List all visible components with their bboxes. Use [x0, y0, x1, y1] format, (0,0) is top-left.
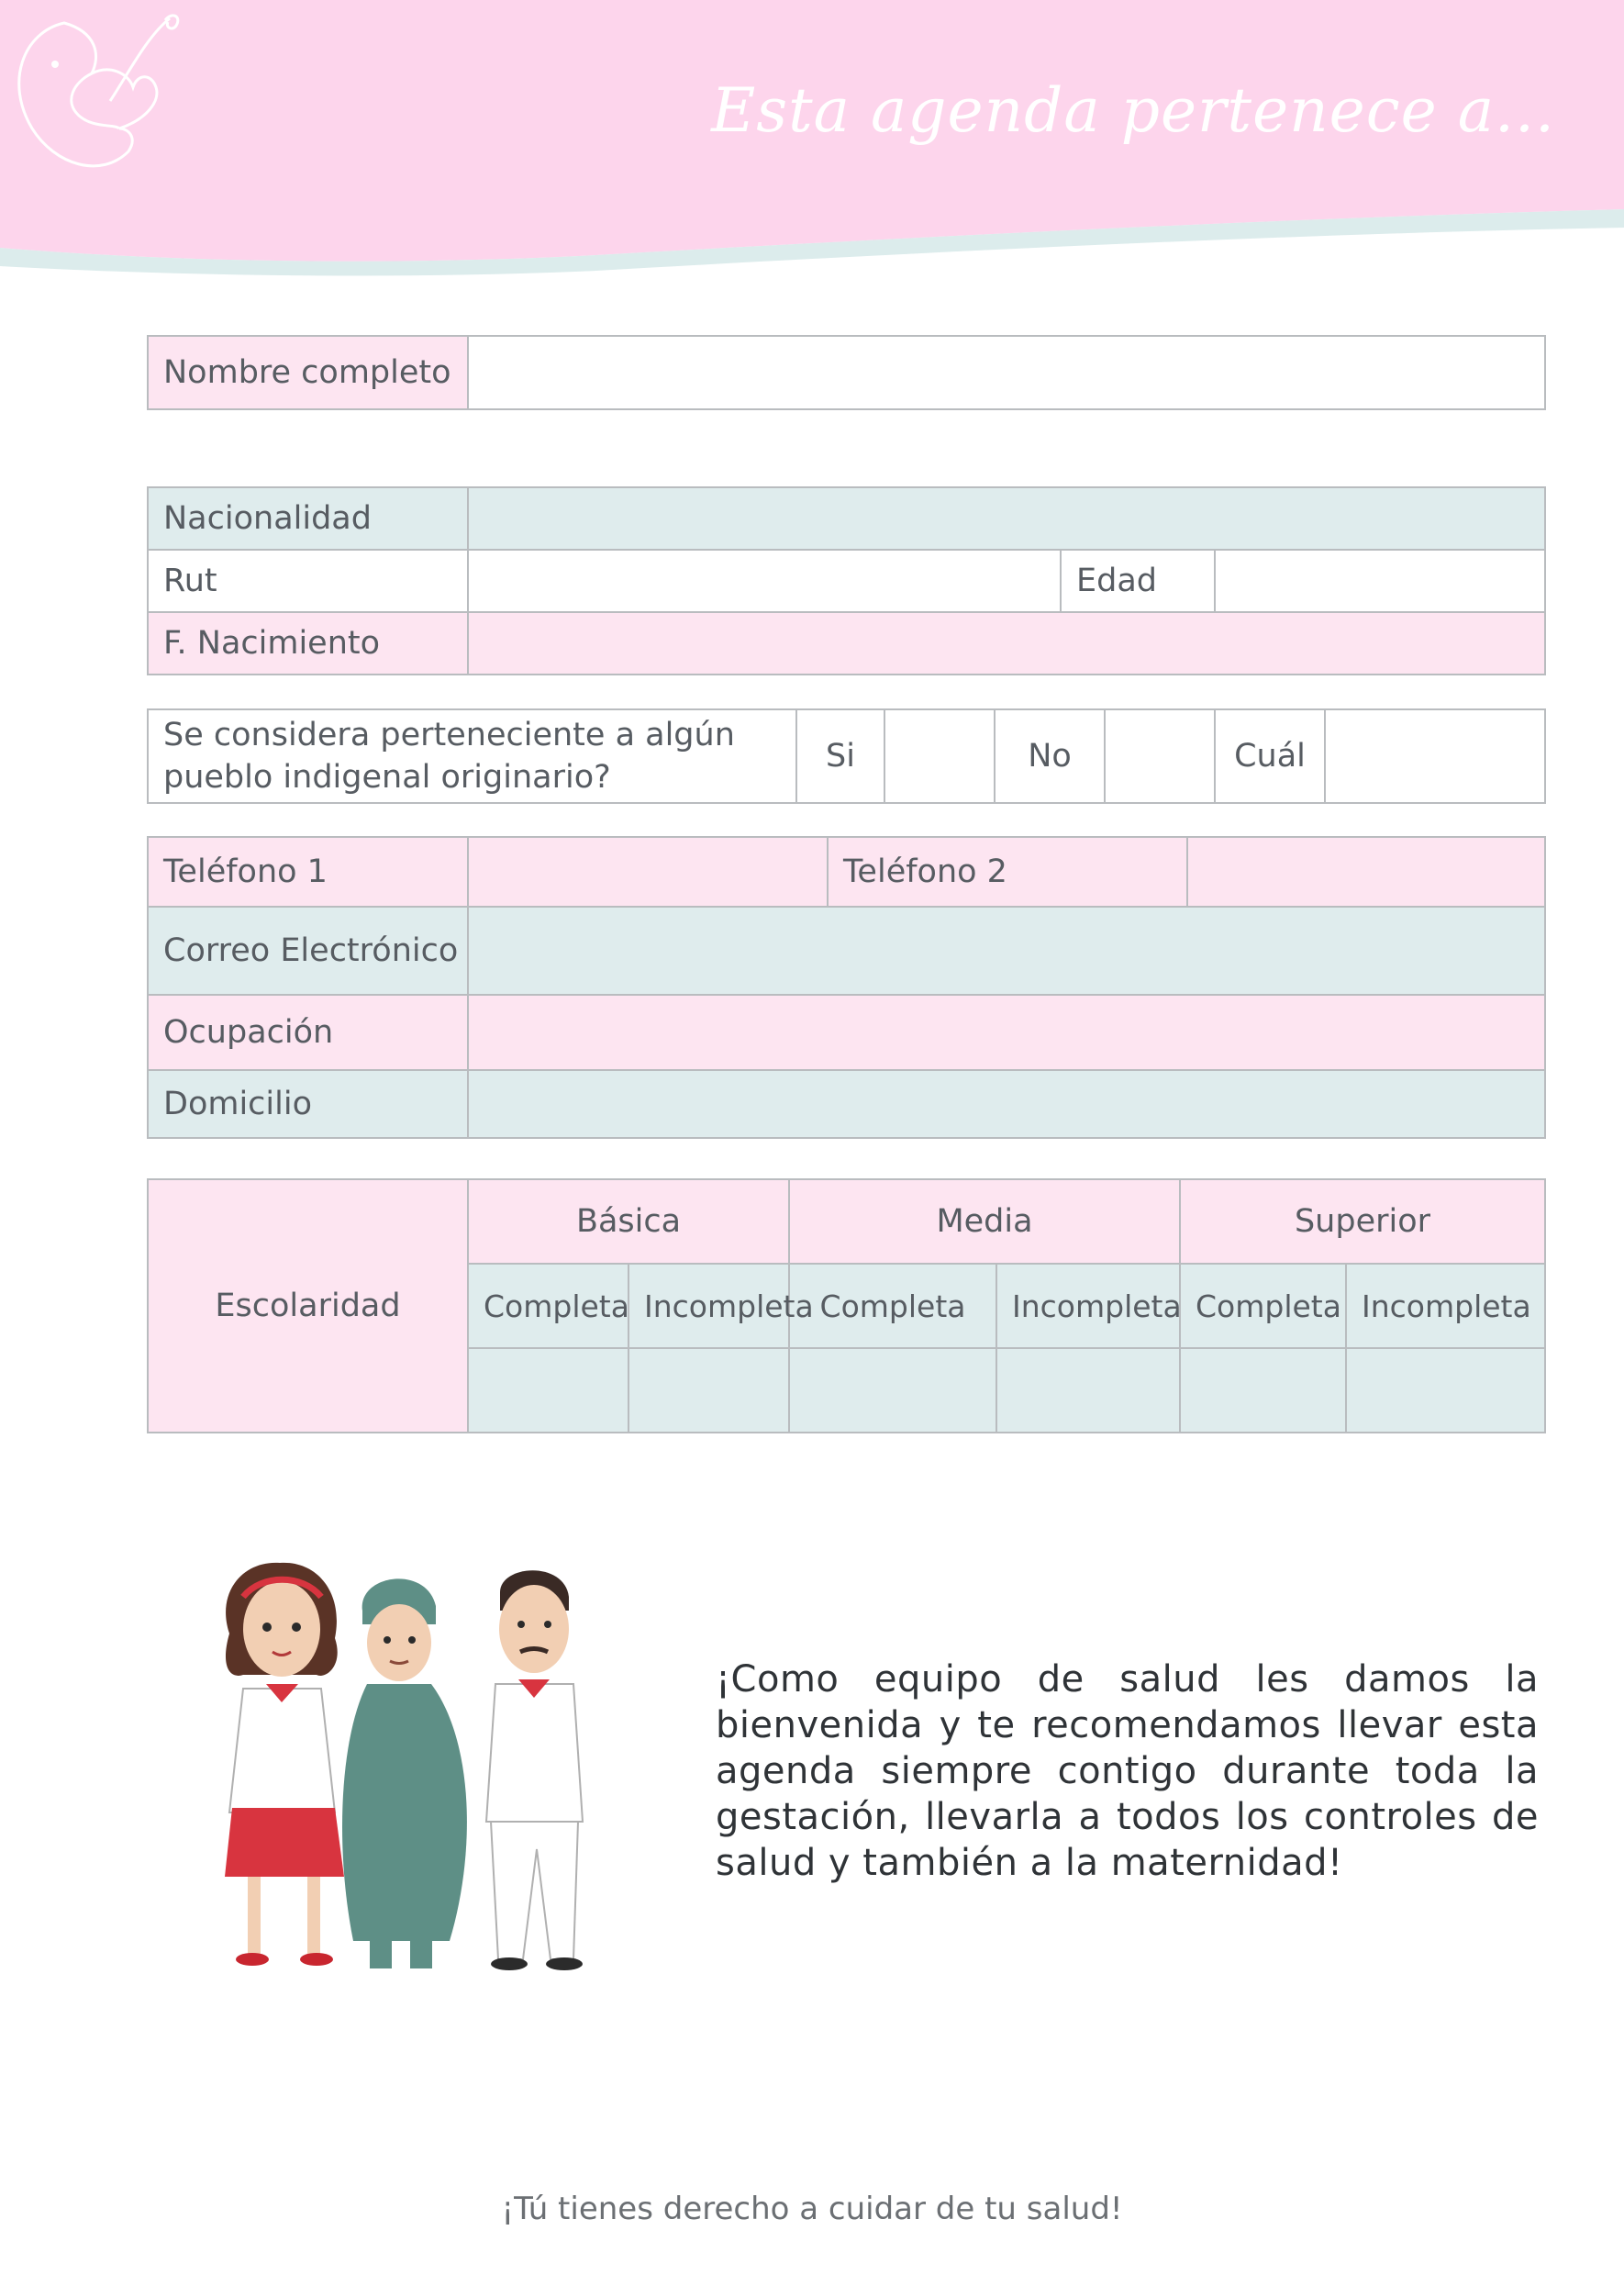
fetus-icon — [0, 0, 184, 184]
page-header — [0, 0, 1624, 275]
rut-field[interactable] — [468, 550, 1061, 612]
telefono1-label: Teléfono 1 — [148, 837, 468, 907]
nombre-label: Nombre completo — [148, 336, 468, 409]
media-incompleta-field[interactable] — [996, 1348, 1180, 1433]
basica-completa-label: Completa — [468, 1264, 628, 1348]
identity-table — [147, 486, 1546, 675]
fnac-label: F. Nacimiento — [148, 612, 468, 675]
edad-field[interactable] — [1215, 550, 1545, 612]
media-completa-field[interactable] — [789, 1348, 996, 1433]
nombre-field[interactable] — [468, 336, 1545, 409]
telefono2-field[interactable] — [1187, 837, 1545, 907]
si-label: Si — [796, 709, 884, 803]
nurse-woman-figure — [225, 1563, 344, 1966]
basica-incompleta-field[interactable] — [628, 1348, 789, 1433]
si-field[interactable] — [884, 709, 995, 803]
contact-table — [147, 836, 1546, 1139]
pregnant-patient-figure — [342, 1578, 467, 1968]
welcome-message: ¡Como equipo de salud les damos la bienvenida y te recomendamos llevar esta agenda siempre contigo durante toda la gestación, llevarla a todos los controles de salud y también a la maternidad! — [716, 1658, 1539, 1884]
no-field[interactable] — [1105, 709, 1215, 803]
no-label: No — [995, 709, 1105, 803]
level-media: Media — [789, 1179, 1180, 1264]
escolaridad-label: Escolaridad — [148, 1179, 468, 1433]
nacionalidad-label: Nacionalidad — [148, 487, 468, 550]
basica-completa-field[interactable] — [468, 1348, 628, 1433]
ocupacion-field[interactable] — [468, 995, 1545, 1070]
telefono2-label: Teléfono 2 — [828, 837, 1187, 907]
footer-slogan: ¡Tú tienes derecho a cuidar de tu salud! — [501, 2191, 1123, 2227]
level-superior: Superior — [1180, 1179, 1545, 1264]
domicilio-label: Domicilio — [148, 1070, 468, 1138]
nacionalidad-field[interactable] — [468, 487, 1545, 550]
correo-field[interactable] — [468, 907, 1545, 995]
health-team-illustration — [206, 1556, 628, 1996]
telefono1-field[interactable] — [468, 837, 828, 907]
basica-incompleta-label: Incompleta — [628, 1264, 789, 1348]
ocupacion-label: Ocupación — [148, 995, 468, 1070]
nombre-table — [147, 335, 1546, 410]
page-title: Esta agenda pertenece a... — [711, 75, 1555, 146]
level-basica: Básica — [468, 1179, 789, 1264]
domicilio-field[interactable] — [468, 1070, 1545, 1138]
edad-label: Edad — [1061, 550, 1215, 612]
superior-completa-label: Completa — [1180, 1264, 1346, 1348]
superior-incompleta-label: Incompleta — [1346, 1264, 1545, 1348]
cual-field[interactable] — [1325, 709, 1545, 803]
doctor-man-figure — [486, 1570, 583, 1970]
pueblo-question: Se considera perteneciente a algún pueblo indigenal originario? — [148, 709, 796, 803]
fnac-field[interactable] — [468, 612, 1545, 675]
cual-label: Cuál — [1215, 709, 1325, 803]
media-completa-label: Completa — [789, 1264, 996, 1348]
superior-completa-field[interactable] — [1180, 1348, 1346, 1433]
correo-label: Correo Electrónico — [148, 907, 468, 995]
superior-incompleta-field[interactable] — [1346, 1348, 1545, 1433]
pueblo-table — [147, 708, 1546, 804]
escolaridad-table — [147, 1178, 1546, 1433]
media-incompleta-label: Incompleta — [996, 1264, 1180, 1348]
rut-label: Rut — [148, 550, 468, 612]
